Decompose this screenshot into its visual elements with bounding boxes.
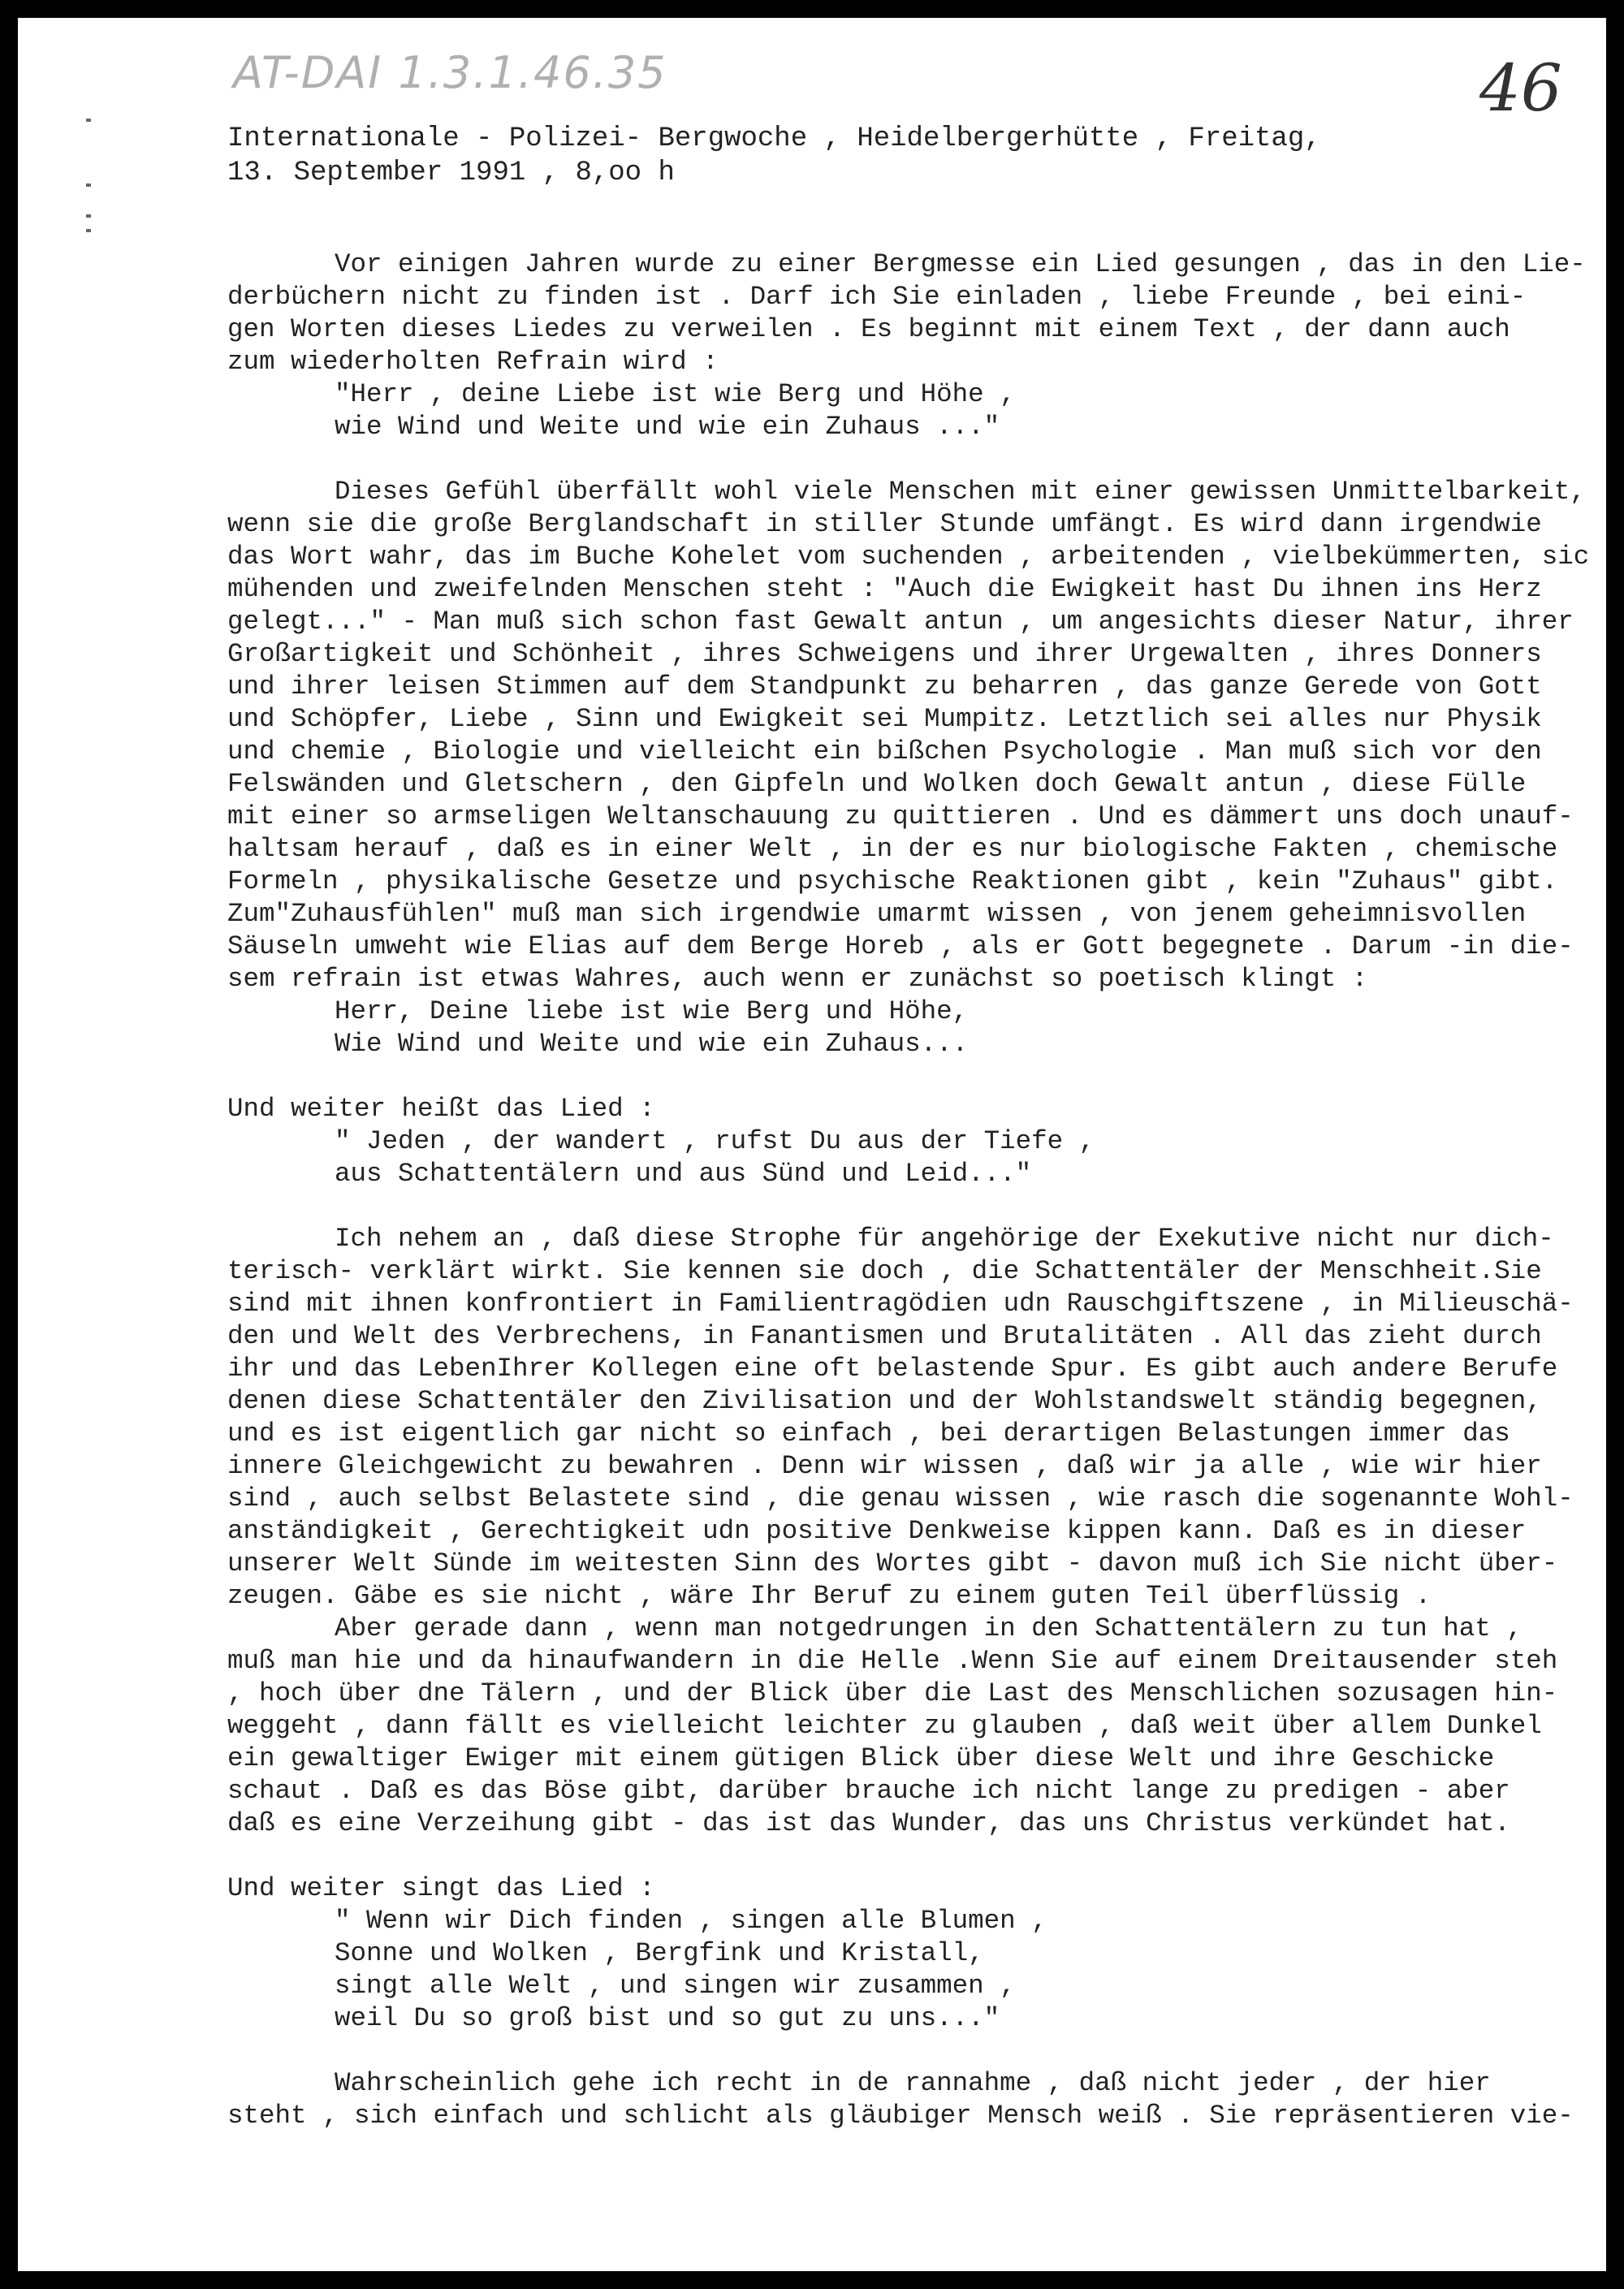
text-line: Säuseln umweht wie Elias auf dem Berge Horeb , als er Gott begegnete . Darum -in die- <box>227 931 1574 961</box>
text-line: unserer Welt Sünde im weitesten Sinn des Wortes gibt - davon muß ich Sie nicht über- <box>227 1548 1558 1579</box>
text-line: weil Du so groß bist und so gut zu uns..." <box>335 2003 1000 2033</box>
text-line: Dieses Gefühl überfällt wohl viele Menschen mit einer gewissen Unmittelbarkeit, <box>335 477 1586 507</box>
text-line: denen diese Schattentäler den Zivilisation und der Wohlstandswelt ständig begegnen, <box>227 1386 1542 1416</box>
text-line: zeugen. Gäbe es sie nicht , wäre Ihr Beruf zu einem guten Teil überflüssig . <box>227 1581 1432 1611</box>
text-line: aus Schattentälern und aus Sünd und Leid..." <box>335 1159 1032 1189</box>
text-line: Und weiter singt das Lied : <box>227 1873 655 1903</box>
text-line: sem refrain ist etwas Wahres, auch wenn er zunächst so poetisch klingt : <box>227 964 1368 994</box>
letter-body <box>227 248 1606 2132</box>
text-line: schaut . Daß es das Böse gibt, darüber brauche ich nicht lange zu predigen - aber <box>227 1776 1510 1806</box>
text-line: haltsam herauf , daß es in einer Welt , in der es nur biologische Fakten , chemische <box>227 834 1558 864</box>
text-line: und chemie , Biologie und vielleicht ein bißchen Psychologie . Man muß sich vor den <box>227 736 1542 767</box>
text-line <box>227 1190 1606 1223</box>
text-line: weggeht , dann fällt es vielleicht leichter zu glauben , daß weit über allem Dunkel <box>227 1711 1542 1741</box>
text-line: daß es eine Verzeihung gibt - das ist das Wunder, das uns Christus verkündet hat. <box>227 1808 1510 1838</box>
text-line: wenn sie die große Berglandschaft in stiller Stunde umfängt. Es wird dann irgendwie <box>227 509 1542 539</box>
text-line <box>227 443 1606 476</box>
text-line: muß man hie und da hinaufwandern in die Helle .Wenn Sie auf einem Dreitausender steh <box>227 1646 1558 1676</box>
margin-mark <box>86 214 91 218</box>
margin-mark <box>86 184 91 187</box>
text-line: Sonne und Wolken , Bergfink und Kristall, <box>335 1938 984 1968</box>
document-page <box>18 18 1606 2271</box>
page-number: 46 <box>1479 50 1562 126</box>
text-line: und es ist eigentlich gar nicht so einfach , bei derartigen Belastungen immer das <box>227 1419 1510 1449</box>
header-line-2: 13. September 1991 , 8,oo h <box>227 158 675 188</box>
text-line: mit einer so armseligen Weltanschauung zu quittieren . Und es dämmert uns doch unauf- <box>227 801 1574 831</box>
text-line: innere Gleichgewicht zu bewahren . Denn wir wissen , daß wir ja alle , wie wir hier <box>227 1451 1542 1481</box>
archive-reference: AT-DAI 1.3.1.46.35 <box>233 47 667 98</box>
text-line: " Jeden , der wandert , rufst Du aus der Tiefe , <box>335 1126 1095 1156</box>
text-line: Vor einigen Jahren wurde zu einer Bergmesse ein Lied gesungen , das in den Lie- <box>335 249 1586 279</box>
header-line-1: Internationale - Polizei- Bergwoche , Heidelbergerhütte , Freitag, <box>227 123 1321 154</box>
margin-mark <box>86 229 91 232</box>
text-line: mühenden und zweifelnden Menschen steht : "Auch die Ewigkeit hast Du ihnen ins Herz <box>227 574 1542 604</box>
text-line: Wahrscheinlich gehe ich recht in de rannahme , daß nicht jeder , der hier <box>335 2068 1491 2098</box>
text-line: Felswänden und Gletschern , den Gipfeln und Wolken doch Gewalt antun , diese Fülle <box>227 769 1527 799</box>
text-line: und Schöpfer, Liebe , Sinn und Ewigkeit sei Mumpitz. Letztlich sei alles nur Physik <box>227 704 1542 734</box>
margin-mark <box>86 119 91 122</box>
text-line: Ich nehem an , daß diese Strophe für angehörige der Exekutive nicht nur dich- <box>335 1224 1554 1254</box>
text-line: singt alle Welt , und singen wir zusammen , <box>335 1971 1016 2001</box>
text-line: anständigkeit , Gerechtigkeit udn positive Denkweise kippen kann. Daß es in dieser <box>227 1516 1527 1546</box>
text-line: sind , auch selbst Belastete sind , die genau wissen , wie rasch die sogenannte Wohl- <box>227 1484 1574 1514</box>
text-line: Großartigkeit und Schönheit , ihres Schweigens und ihrer Urgewalten , ihres Donners <box>227 639 1542 669</box>
text-line: sind mit ihnen konfrontiert in Familientragödien udn Rauschgiftszene , in Milieuschä- <box>227 1289 1574 1319</box>
text-line: ihr und das LebenIhrer Kollegen eine oft belastende Spur. Es gibt auch andere Berufe <box>227 1354 1558 1384</box>
text-line: Zum"Zuhausfühlen" muß man sich irgendwie umarmt wissen , von jenem geheimnisvollen <box>227 899 1527 929</box>
text-line: "Herr , deine Liebe ist wie Berg und Höhe , <box>335 379 1016 409</box>
text-line: Aber gerade dann , wenn man notgedrungen in den Schattentälern zu tun hat , <box>335 1613 1522 1643</box>
text-line: , hoch über dne Tälern , und der Blick über die Last des Menschlichen sozusagen hin- <box>227 1678 1558 1708</box>
text-line: Herr, Deine liebe ist wie Berg und Höhe, <box>335 996 969 1026</box>
text-line: und ihrer leisen Stimmen auf dem Standpunkt zu beharren , das ganze Gerede von Gott <box>227 672 1542 702</box>
text-line: Formeln , physikalische Gesetze und psychische Reaktionen gibt , kein "Zuhaus" gibt. <box>227 866 1558 896</box>
text-line: gelegt..." - Man muß sich schon fast Gewalt antun , um angesichts dieser Natur, ihrer <box>227 607 1574 637</box>
text-line <box>227 2035 1606 2067</box>
text-line: ein gewaltiger Ewiger mit einem gütigen Blick über diese Welt und ihre Geschicke <box>227 1743 1495 1773</box>
text-line: Und weiter heißt das Lied : <box>227 1094 655 1124</box>
text-line: Wie Wind und Weite und wie ein Zuhaus... <box>335 1029 969 1059</box>
text-line: zum wiederholten Refrain wird : <box>227 347 719 377</box>
text-line: das Wort wahr, das im Buche Kohelet vom suchenden , arbeitenden , vielbekümmerten, sic <box>227 542 1590 572</box>
text-line: steht , sich einfach und schlicht als gläubiger Mensch weiß . Sie repräsentieren vie- <box>227 2101 1574 2131</box>
text-line: " Wenn wir Dich finden , singen alle Blumen , <box>335 1906 1047 1936</box>
text-line: derbüchern nicht zu finden ist . Darf ich Sie einladen , liebe Freunde , bei eini- <box>227 282 1527 312</box>
text-line <box>227 1840 1606 1872</box>
text-line <box>227 1060 1606 1093</box>
text-line: gen Worten dieses Liedes zu verweilen . Es beginnt mit einem Text , der dann auch <box>227 314 1510 344</box>
text-line: terisch- verklärt wirkt. Sie kennen sie doch , die Schattentäler der Menschheit.Sie <box>227 1256 1542 1286</box>
text-line: wie Wind und Weite und wie ein Zuhaus ..." <box>335 412 1000 442</box>
text-line: den und Welt des Verbrechens, in Fanantismen und Brutalitäten . All das zieht durch <box>227 1321 1542 1351</box>
